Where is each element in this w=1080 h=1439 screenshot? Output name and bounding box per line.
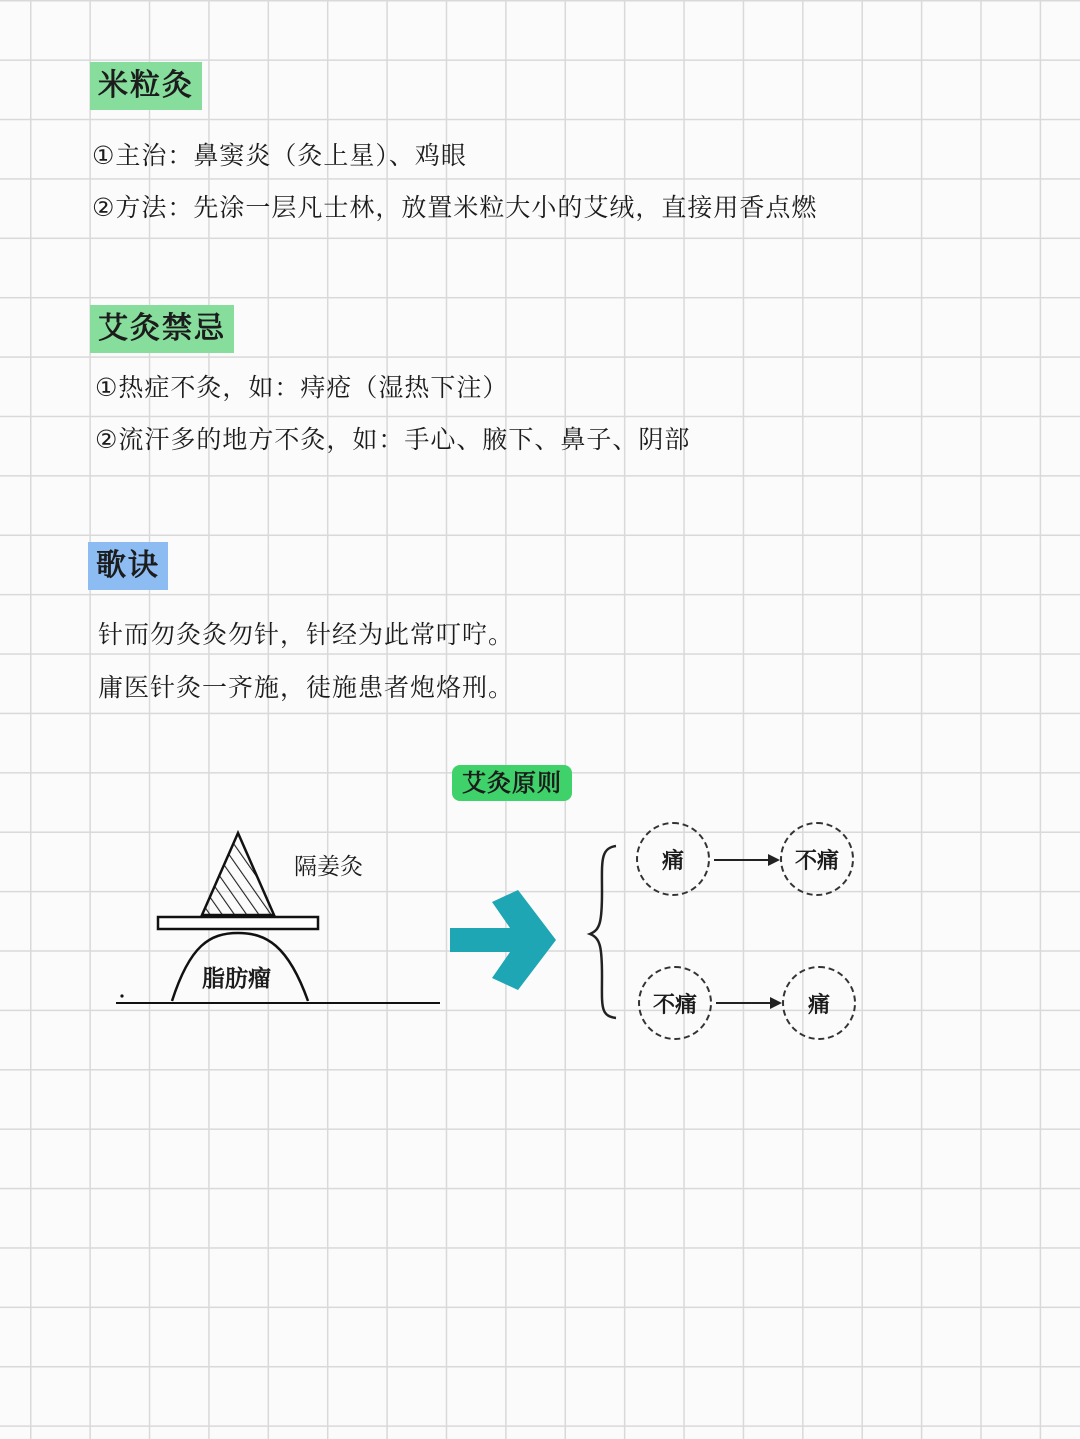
taboo-line-sweat: ②流汗多的地方不灸，如：手心、腋下、鼻子、阴部: [95, 425, 691, 454]
ginger-moxibustion-illustration: [110, 825, 450, 1015]
section-title-verse: 歌诀: [88, 542, 168, 590]
circle-no-pain: [780, 822, 854, 896]
rice-line-indication: ①主治：鼻窦炎（灸上星）、鸡眼: [92, 141, 467, 170]
section-title-taboo: 艾灸禁忌: [90, 305, 234, 353]
circle-pain-2: [782, 966, 856, 1040]
arrow-pain-to-no-pain: [712, 852, 782, 868]
circle-pain-2-label: 痛: [807, 992, 830, 1018]
right-arrow-icon: [448, 888, 568, 998]
section-title-rice-moxibustion: 米粒灸: [90, 62, 202, 110]
circle-no-pain-2: [638, 966, 712, 1040]
circle-pain: [636, 822, 710, 896]
circle-no-pain-label: 不痛: [794, 848, 839, 874]
diagram-title-badge: 艾灸原则: [452, 765, 572, 801]
ginger-label: 隔姜灸: [294, 854, 363, 880]
verse-line-1: 针而勿灸灸勿针，针经为此常叮咛。: [98, 620, 515, 649]
circle-no-pain-2-label: 不痛: [652, 992, 697, 1018]
verse-line-2: 庸医针灸一齐施，徒施患者炮烙刑。: [98, 673, 515, 702]
circle-pain-label: 痛: [661, 848, 684, 874]
arrow-no-pain-to-pain: [714, 995, 784, 1011]
ginger-slice: [158, 917, 318, 929]
rice-line-method: ②方法：先涂一层凡士林，放置米粒大小的艾绒，直接用香点燃: [92, 193, 818, 222]
lipoma-label: 脂肪瘤: [202, 966, 271, 992]
moxa-cone: [202, 833, 274, 915]
taboo-line-heat: ①热症不灸，如：痔疮（湿热下注）: [95, 373, 509, 402]
curly-brace: [586, 842, 626, 1022]
